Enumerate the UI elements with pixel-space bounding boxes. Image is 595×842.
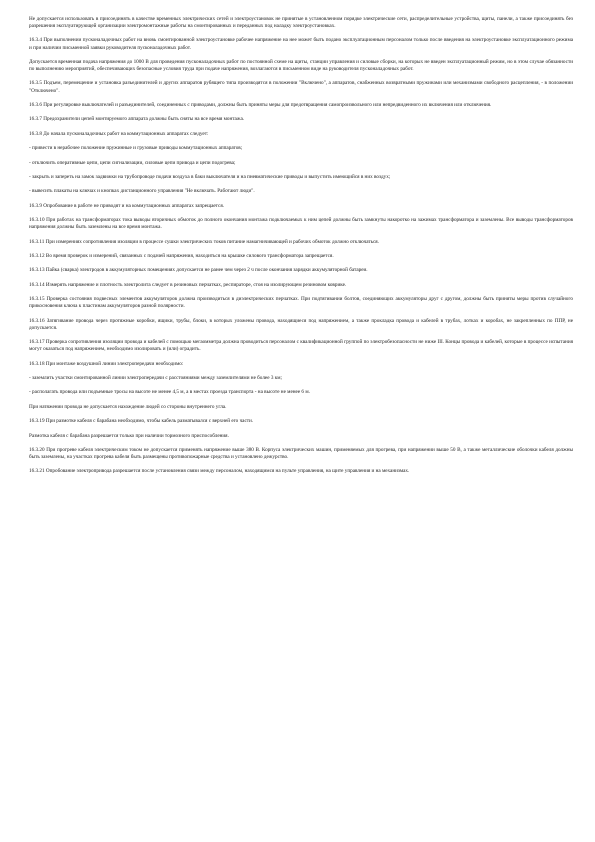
list-item: - вывесить плакаты на ключах и кнопках дистанционного управления "Не включать. Работают люди". (29, 188, 255, 195)
paragraph: 16.3.4 При выполнении пусконаладочных работ на вновь смонтированной электроустановке рабочее напряжение на нее может быть подано эксплуатационным персоналом только после введения на электроустановке эксплуатационного режима и при наличии письменной заявки руководителя пусконаладочных работ. (29, 37, 573, 51)
paragraph: 16.3.21 Опробование электропривода разрешается после установления связи между персоналом, находящимся на пульте управления, на щите управления и на механизмах. (29, 468, 410, 475)
paragraph: 16.3.16 Затягивание провода через протяжные коробки, ящики, трубы, блоки, в которых уложены провода, находящиеся под напряжением, а также прокладка провода и кабелей в трубах, лотках и коробах, не закрепленных по ППР, не допускается. (29, 317, 573, 331)
paragraph: 16.3.15 Проверка состояния подвесных элементов аккумуляторов должна производиться в диэлектрических перчатках. При подтягивании болтов, соединяющих аккумуляторы друг с другом, должны быть приняты меры против случайного прикосновения ключа к пластинам аккумуляторов разной полярности. (29, 296, 573, 310)
list-item: - отключить оперативные цепи, цепи сигнализации, силовые цепи привода и цепи подогрева; (29, 159, 236, 166)
paragraph: Допускается временная подача напряжения до 1000 В для проведения пусконаладочных работ по постоянной схеме на щиты, станции управления и силовые сборки, на которых не введен эксплуатационный режим, но в этом случае обязанности по выполнению мероприятий, обеспечивающих безопасные условия труда при подаче напряжения, возлагаются в письменном виде на руководителя пусконаладочных работ. (29, 58, 573, 73)
paragraph: 16.3.20 При прогреве кабеля электрическим током не допускается применять напряжение выше 380 В. Корпуса электрических машин, применяемых для прогрева, при напряжении выше 50 В, а также металлические оболочки кабеля должны быть заземлены, на участках прогрева кабеля быть размещены противопожарные средства и установлено дежурство. (29, 446, 573, 460)
paragraph: 16.3.17 Проверка сопротивления изоляции провода и кабелей с помощью мегаомметра должна проводиться персоналом с квалификационной группой по электробезопасности не ниже III. Концы провода и кабелей, которые в процессе испытания могут оказаться под напряжением, необходимо изолировать и (или) оградить. (29, 339, 573, 353)
paragraph: 16.3.7 Предохранители цепей монтируемого аппарата должны быть сняты на все время монтажа. (29, 116, 245, 123)
paragraph: 16.3.18 При монтаже воздушной линии электропередачи необходимо: (29, 360, 184, 367)
paragraph: Размотка кабеля с барабана разрешается только при наличии тормозного приспособления. (29, 432, 229, 439)
paragraph: Не допускается использовать в присоединять в качестве временных электрических сетей и электроустановок не принятые в установленном порядке электрические сети, распределительные устройства, щиты, панели, а также присоединять без разрешения эксплуатирующей организации электромонтажные работы на смонтированных и переданных под наладку электроустановках. (29, 16, 573, 30)
paragraph: 16.3.9 Опробование в работе не приводят и на коммутационных аппаратах запрещается. (29, 202, 224, 209)
paragraph: 16.3.11 При измерениях сопротивления изоляции в процессе сушки электрических токов питание намагничивающей и рабочих обмоток должно отключаться. (29, 238, 379, 245)
paragraph: 16.3.14 Измерять напряжение и плотность электролита следует в резиновых перчатках, респираторе, стоя на изолирующем резиновом коврике. (29, 281, 347, 288)
paragraph: 16.3.12 Во время проверок и измерений, связанных с подачей напряжения, находиться на крышке силового трансформатора запрещается. (29, 252, 334, 259)
list-item: - закрыть и запереть на замок задвижки на трубопроводе подачи воздуха в баки выключателя и на пневматические приводы и выпустить имеющийся в них воздух; (29, 173, 391, 180)
list-item: - заземлить участки смонтированной линии электропередачи с расстояниями между заземлителями не более 3 км; (29, 374, 282, 381)
list-item: - привести в нерабочее положение пружинные и грузовые приводы коммутационных аппаратов; (29, 145, 243, 152)
list-item: - располагать провода или подъемные тросы на высоте не менее 4,5 м, а в местах проезда транспорта - на высоте не менее 6 м. (29, 389, 310, 396)
paragraph: 16.3.10 При работах на трансформаторах тока выводы вторичных обмоток до полного окончания монтажа подключаемых к ним цепей должны быть замкнуты накоротко на зажимах трансформатора и заземлены. Все выводы трансформаторов напряжения должны быть заземлены на все время монтажа. (29, 217, 573, 231)
paragraph: 16.3.13 Пайка (сварка) электродов в аккумуляторных помещениях допускается не ранее чем через 2 ч после окончания зарядки аккумуляторной батареи. (29, 267, 368, 274)
paragraph: 16.3.5 Подъем, перемещение и установка разъединителей и других аппаратов рубящего типа производятся в положении "Включено", а аппаратов, снабженных возвратными пружинами или механизмами свободного расцепления, - в положении "Отключено". (29, 80, 573, 94)
paragraph: При натяжении провода не допускается нахождение людей со стороны внутреннего угла. (29, 403, 227, 410)
paragraph: 16.3.19 При размотке кабеля с барабана необходимо, чтобы кабель разматывался с верхней его части. (29, 418, 254, 425)
paragraph: 16.3.6 При регулировке выключателей и разъединителей, соединенных с приводами, должны быть приняты меры для предотвращения самопроизвольного или непредвиденного их включения или отключения. (29, 101, 492, 108)
paragraph: 16.3.8 До начала пусконаладочных работ на коммутационных аппаратах следует: (29, 130, 209, 137)
